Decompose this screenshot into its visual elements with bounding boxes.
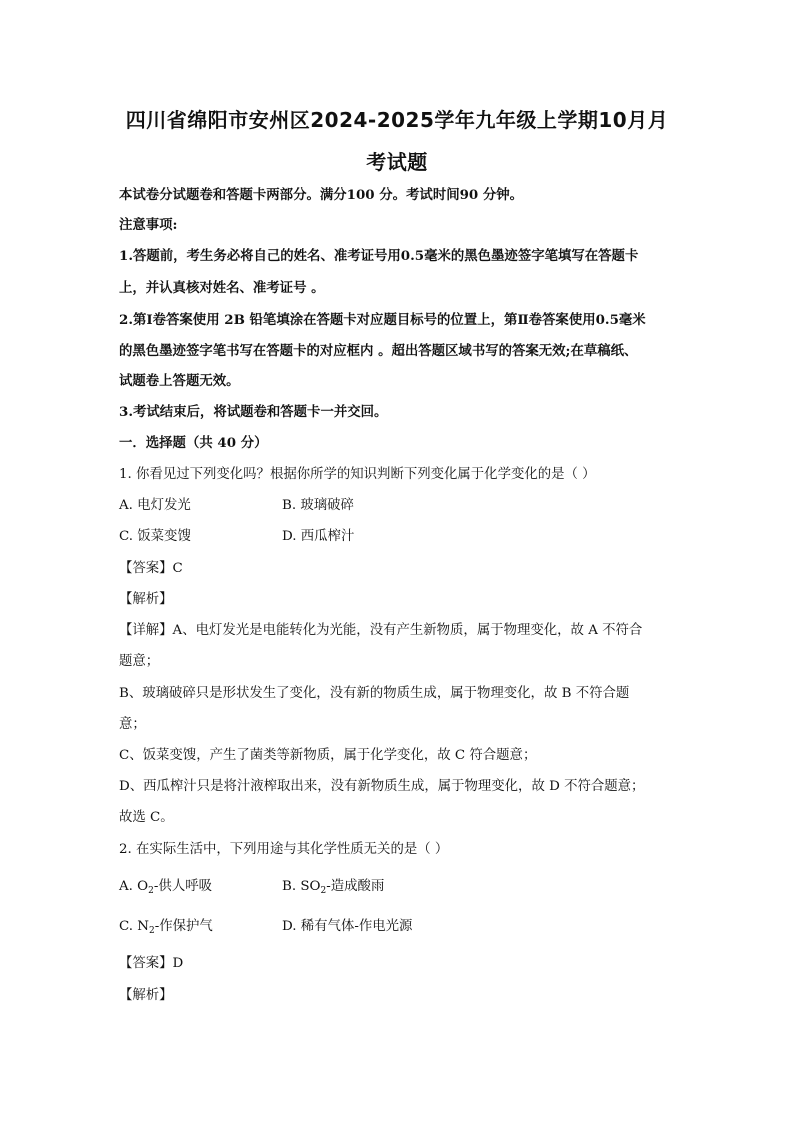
q1-stem: 1. 你看见过下列变化吗？根据你所学的知识判断下列变化属于化学变化的是（ ） [119, 467, 596, 482]
q2-option-a: A. $O_2-$供人呼吸 [119, 879, 212, 896]
document-title-line1: 四川省绵阳市安州区2024-2025学年九年级上学期10月月 [125, 108, 669, 132]
q2-stem: 2. 在实际生活中，下列用途与其化学性质无关的是（ ） [119, 842, 449, 857]
q1-option-d: D. 西瓜榨汁 [282, 529, 355, 544]
notice-item-3: 3.考试结束后，将试题卷和答题卡一并交回。 [119, 404, 388, 420]
section-heading: 一．选择题（共 40 分） [119, 435, 268, 451]
notice-item-1a: 1.答题前，考生务必将自己的姓名、准考证号用0.5毫米的黑色墨迹签字笔填写在答题卡 [119, 248, 639, 264]
q1-detail-3: C、饭菜变馊，产生了菌类等新物质，属于化学变化，故 C 符合题意； [119, 748, 537, 763]
notice-item-2b: 的黑色墨迹签字笔书写在答题卡的对应框内 。超出答题区域书写的答案无效;在草稿纸、 [119, 343, 638, 359]
notice-heading: 注意事项: [119, 217, 178, 233]
q2-analysis-heading: 【解析】 [119, 988, 173, 1003]
q1-detail-2b: 意； [119, 717, 146, 732]
q1-conclusion: 故选 C。 [119, 810, 174, 825]
q1-option-a: A. 电灯发光 [119, 498, 191, 513]
q1-detail-4: D、西瓜榨汁只是将汁液榨取出来，没有新物质生成，属于物理变化，故 D 不符合题意； [119, 779, 645, 794]
q1-answer: 【答案】C [119, 561, 183, 576]
q2-option-d: D. 稀有气体-作电光源 [282, 919, 413, 934]
q1-detail-2a: B、玻璃破碎只是形状发生了变化，没有新的物质生成，属于物理变化，故 B 不符合题 [119, 686, 630, 701]
q2-answer: 【答案】D [119, 956, 184, 971]
notice-item-2a: 2.第Ⅰ卷答案使用 2B 铅笔填涂在答题卡对应题目标号的位置上，第Ⅱ卷答案使用0.5毫米 [119, 312, 646, 328]
notice-item-1b: 上，并认真核对姓名、准考证号 。 [119, 280, 325, 296]
q1-detail-1a: 【详解】A、电灯发光是电能转化为光能，没有产生新物质，属于物理变化，故 A 不符合 [119, 623, 643, 638]
intro-text: 本试卷分试题卷和答题卡两部分。满分100 分。考试时间90 分钟。 [119, 187, 524, 203]
q1-analysis-heading: 【解析】 [119, 592, 173, 607]
notice-item-2c: 试题卷上答题无效。 [119, 373, 240, 389]
q1-option-b: B. 玻璃破碎 [282, 498, 354, 513]
q1-option-c: C. 饭菜变馊 [119, 529, 191, 544]
q2-option-b: B. $SO_2-$造成酸雨 [282, 879, 385, 896]
q1-detail-1b: 题意； [119, 654, 160, 669]
q2-option-c: C. $N_2-$作保护气 [119, 919, 213, 936]
document-title-line2: 考试题 [366, 150, 428, 174]
